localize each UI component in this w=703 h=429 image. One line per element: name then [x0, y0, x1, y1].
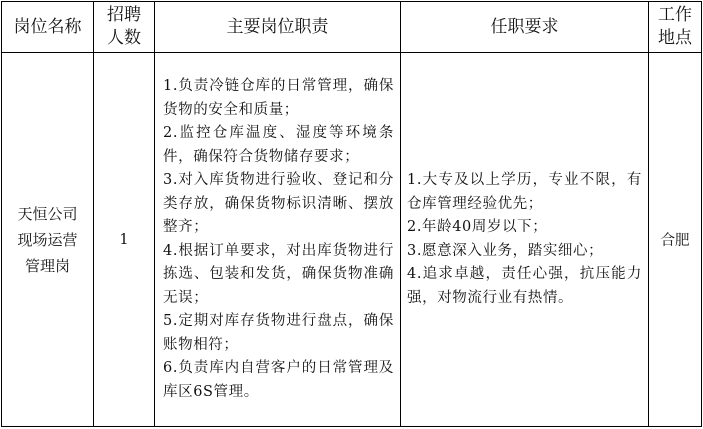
duty-item: 4.根据订单要求，对出库货物进行拣选、包装和发货，确保货物准确无误； [163, 242, 394, 306]
requirement-item: 3.愿意深入业务，踏实细心； [407, 242, 604, 259]
duty-item: 5.定期对库存货物进行盘点，确保账物相符； [163, 313, 394, 353]
duties-cell [155, 53, 401, 427]
location-cell: 合肥 [649, 53, 702, 427]
duty-item: 3.对入库货物进行验收、登记和分类存放，确保货物标识清晰、摆放整齐； [163, 172, 394, 235]
header-location [649, 2, 702, 53]
count-cell: 1 [94, 53, 155, 427]
position-line: 管理岗 [24, 256, 70, 275]
header-count-line1: 招聘 [107, 5, 141, 25]
header-duties: 主要岗位职责 [155, 2, 401, 53]
header-requirements: 任职要求 [401, 2, 649, 53]
header-count-line2: 人数 [107, 28, 141, 48]
requirements-cell [401, 53, 649, 427]
table-row [2, 53, 702, 427]
requirement-item: 1.大专及以上学历，专业不限，有仓库管理经验优先； [407, 172, 642, 212]
duty-item: 6.负责库内自营客户的日常管理及库区6S管理。 [163, 360, 394, 400]
header-count [94, 2, 155, 53]
header-location-line1: 工作 [658, 5, 692, 25]
header-location-line2: 地点 [658, 28, 692, 48]
position-line: 天恒公司 [17, 204, 78, 223]
duty-item: 1.负责冷链仓库的日常管理，确保货物的安全和质量； [163, 78, 394, 118]
header-position: 岗位名称 [2, 2, 94, 53]
duty-item: 2.监控仓库温度、湿度等环境条件，确保符合货物储存要求； [163, 125, 394, 165]
requirement-item: 2.年龄40周岁以下； [407, 219, 548, 235]
position-line: 现场运营 [17, 230, 78, 249]
job-posting-table [1, 1, 702, 427]
header-row [2, 2, 702, 53]
position-cell [2, 53, 94, 427]
requirement-item: 4.追求卓越，责任心强，抗压能力强，对物流行业有热情。 [407, 266, 642, 306]
